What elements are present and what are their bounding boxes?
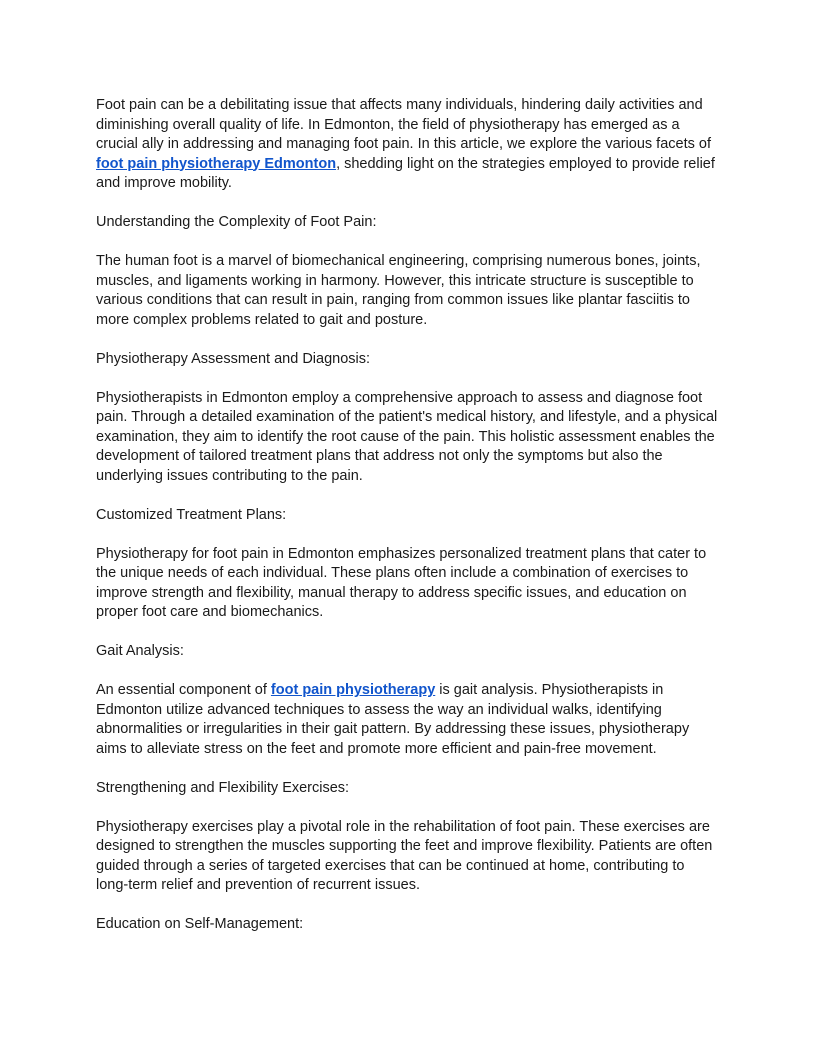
paragraph-text: Foot pain can be a debilitating issue that affects many individuals, hindering daily activities and diminishing overall quality of life. In Edmonton, the field of physiotherapy has emerged as a crucial ally in addressing and managing foot pain. In this article, we explore the various facets of bbox=[96, 97, 711, 152]
paragraph-text: Physiotherapy for foot pain in Edmonton emphasizes personalized treatment plans that cater to the unique needs of each individual. These plans often include a combination of exercises to improve strength and flexibility, manual therapy to address specific issues, and education on proper foot care and biomechanics. bbox=[96, 545, 707, 620]
heading-text: Physiotherapy Assessment and Diagnosis: bbox=[96, 350, 371, 367]
section-heading-strengthening-flexibility bbox=[96, 779, 720, 799]
heading-text: Strengthening and Flexibility Exercises: bbox=[96, 779, 350, 796]
paragraph-text: is gait analysis. Physiotherapists in Edmonton utilize advanced techniques to assess the way an individual walks, identifying abnormalities or irregularities in their gait pattern. By addressing these issues, physiotherapy aims to alleviate stress on the feet and promote more efficient and pain-free movement. bbox=[96, 682, 690, 757]
section-heading-customized-treatment-plans bbox=[96, 506, 720, 526]
heading-text: Customized Treatment Plans: bbox=[96, 506, 287, 523]
heading-text: Education on Self-Management: bbox=[96, 916, 304, 932]
inline-link-foot-pain-physiotherapy-edmonton[interactable]: foot pain physiotherapy Edmonton bbox=[96, 155, 337, 172]
section-heading-understanding-complexity bbox=[96, 213, 720, 233]
section-heading-gait-analysis bbox=[96, 642, 720, 662]
heading-text: Gait Analysis: bbox=[96, 643, 184, 659]
paragraph-text: Physiotherapists in Edmonton employ a comprehensive approach to assess and diagnose foot pain. Through a detailed examination of the patient's medical history, and lifestyle, and a physical examination, they aim to identify the root cause of the pain. This holistic assessment enables the development of tailored treatment plans that address not only the symptoms but also the underlying issues contributing to the pain. bbox=[96, 389, 718, 484]
complexity-paragraph bbox=[96, 252, 720, 330]
treatment-plans-paragraph bbox=[96, 545, 720, 623]
paragraph-text: The human foot is a marvel of biomechanical engineering, comprising numerous bones, joints, muscles, and ligaments working in harmony. However, this intricate structure is susceptible to various conditions that can result in pain, ranging from common issues like plantar fasciitis to more complex problems related to gait and posture. bbox=[96, 253, 701, 328]
exercises-paragraph bbox=[96, 818, 720, 896]
assessment-paragraph bbox=[96, 389, 720, 487]
paragraph-text: An essential component of bbox=[96, 682, 271, 698]
paragraph-text: Physiotherapy exercises play a pivotal role in the rehabilitation of foot pain. These exercises are designed to strengthen the muscles supporting the feet and improve flexibility. Patients are often guided through a series of targeted exercises that can be continued at home, contributing to long-term relief and prevention of recurrent issues. bbox=[96, 818, 713, 893]
heading-text: Understanding the Complexity of Foot Pain: bbox=[96, 214, 377, 230]
intro-paragraph bbox=[96, 96, 720, 194]
section-heading-education-self-management bbox=[96, 915, 720, 935]
paragraph-text: , shedding light on the strategies employed to provide relief and improve mobility. bbox=[96, 155, 715, 191]
section-heading-assessment-diagnosis bbox=[96, 350, 720, 370]
inline-link-foot-pain-physiotherapy[interactable]: foot pain physiotherapy bbox=[270, 682, 436, 698]
gait-analysis-paragraph bbox=[96, 681, 720, 759]
